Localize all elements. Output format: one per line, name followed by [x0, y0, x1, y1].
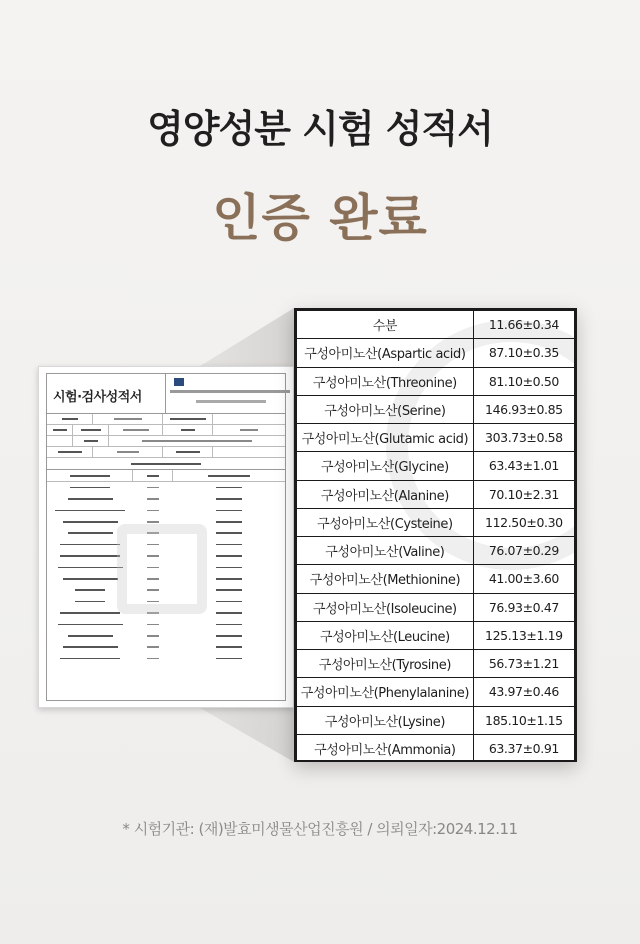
test-item-name: 구성아미노산(Glycine): [297, 452, 474, 480]
results-table-panel: [294, 308, 577, 762]
certificate-row: [47, 505, 285, 516]
certificate-row: [47, 482, 285, 493]
certificate-row: [47, 493, 285, 504]
table-row: [297, 565, 575, 593]
issuer-logo-icon: [174, 378, 184, 386]
table-row: [297, 706, 575, 734]
test-item-name: 구성아미노산(Leucine): [297, 621, 474, 649]
table-row: [297, 650, 575, 678]
table-row: [297, 311, 575, 339]
certificate-document: [38, 366, 294, 708]
table-row: [297, 508, 575, 536]
table-row: [297, 537, 575, 565]
test-item-value: 87.10±0.35: [473, 339, 574, 367]
test-item-value: 70.10±2.31: [473, 480, 574, 508]
test-item-name: 구성아미노산(Cysteine): [297, 508, 474, 536]
certificate-issuer: [165, 374, 285, 413]
test-item-value: 112.50±0.30: [473, 508, 574, 536]
test-item-name: 구성아미노산(Aspartic acid): [297, 339, 474, 367]
test-item-value: 63.37±0.91: [473, 734, 574, 762]
test-item-value: 185.10±1.15: [473, 706, 574, 734]
test-item-name: 구성아미노산(Lysine): [297, 706, 474, 734]
footnote: * 시험기관: (재)발효미생물산업진흥원 / 의뢰일자:2024.12.11: [122, 820, 518, 838]
test-item-name: 구성아미노산(Valine): [297, 537, 474, 565]
table-row: [297, 678, 575, 706]
test-item-value: 63.43±1.01: [473, 452, 574, 480]
certificate-row: [47, 619, 285, 630]
test-item-value: 303.73±0.58: [473, 424, 574, 452]
table-row: [297, 734, 575, 762]
test-item-value: 11.66±0.34: [473, 311, 574, 339]
certificate-row: [47, 653, 285, 664]
test-item-value: 146.93±0.85: [473, 395, 574, 423]
test-item-name: 구성아미노산(Ammonia): [297, 734, 474, 762]
test-item-name: 구성아미노산(Serine): [297, 395, 474, 423]
test-item-value: 125.13±1.19: [473, 621, 574, 649]
test-item-value: 41.00±3.60: [473, 565, 574, 593]
certificate-row: [47, 641, 285, 652]
results-table: [296, 310, 575, 762]
test-item-name: 수분: [297, 311, 474, 339]
watermark-icon: [117, 524, 207, 614]
test-item-name: 구성아미노산(Alanine): [297, 480, 474, 508]
page-title: 영양성분 시험 성적서: [147, 107, 493, 151]
table-row: [297, 424, 575, 452]
table-row: [297, 621, 575, 649]
test-item-name: 구성아미노산(Glutamic acid): [297, 424, 474, 452]
table-row: [297, 339, 575, 367]
test-item-value: 76.93±0.47: [473, 593, 574, 621]
certificate-title: 시험·검사성적서: [53, 390, 142, 405]
test-item-name: 구성아미노산(Isoleucine): [297, 593, 474, 621]
table-row: [297, 480, 575, 508]
test-item-name: 구성아미노산(Tyrosine): [297, 650, 474, 678]
test-item-value: 81.10±0.50: [473, 367, 574, 395]
table-row: [297, 452, 575, 480]
test-item-value: 56.73±1.21: [473, 650, 574, 678]
test-item-value: 43.97±0.46: [473, 678, 574, 706]
table-row: [297, 395, 575, 423]
certification-heading: 인증 완료: [212, 189, 428, 247]
test-item-name: 구성아미노산(Phenylalanine): [297, 678, 474, 706]
certificate-row: [47, 630, 285, 641]
table-row: [297, 593, 575, 621]
test-item-value: 76.07±0.29: [473, 537, 574, 565]
test-item-name: 구성아미노산(Threonine): [297, 367, 474, 395]
test-item-name: 구성아미노산(Methionine): [297, 565, 474, 593]
table-row: [297, 367, 575, 395]
